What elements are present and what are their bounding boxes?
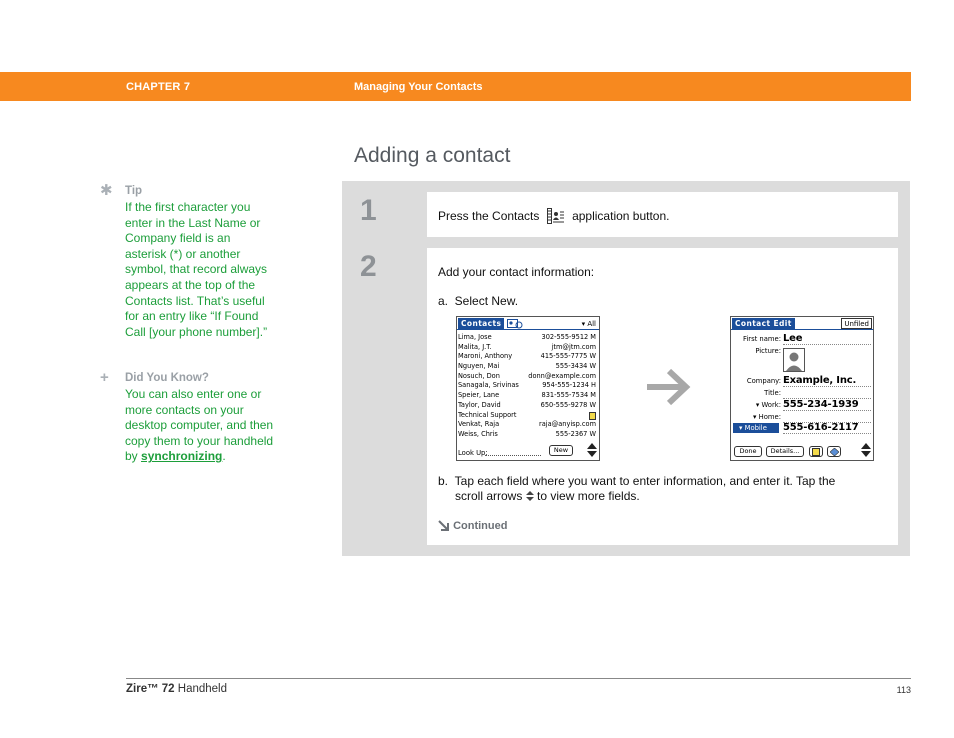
step-1-body [427, 192, 898, 237]
step-2b-line1: b. Tap each field where you want to enter information, and enter it. Tap the [438, 474, 836, 488]
step-number-cell [353, 192, 427, 237]
footer-product [126, 683, 227, 695]
plus-icon: + [100, 369, 109, 386]
synchronizing-link[interactable]: synchronizing [141, 449, 223, 464]
step-2b-line2 [438, 489, 888, 504]
step-2b-text [438, 474, 888, 504]
contact-row[interactable]: Nguyen, Mai 555-3434 W [458, 362, 596, 371]
continued-arrow-icon [438, 520, 450, 531]
contact-row[interactable]: Technical Support [458, 411, 596, 421]
contacts-card-icon [507, 319, 523, 329]
contacts-list [458, 333, 596, 440]
step-number-cell [353, 248, 427, 545]
contact-row[interactable]: Weiss, Chris 555-2367 W [458, 429, 596, 438]
contact-row[interactable]: Lima, Jose 302-555-9512 M [458, 333, 596, 341]
tip-body: If the first character you enter in the Last Name or Company field is an asterisk (*) or another symbol, that record always appears at the top of the Contacts list. That’s useful for an entry like “If Found Call [your phone number].” [125, 200, 268, 339]
palm-title-bar [457, 317, 599, 330]
unfiled-category[interactable]: Unfiled [841, 318, 872, 329]
work-value: 555-234-1939 [783, 399, 859, 410]
category-value: All [587, 320, 596, 328]
did-you-know-tail: . [222, 449, 226, 464]
contacts-screen-title: Contacts [458, 318, 504, 330]
mobile-value: 555-616-2117 [783, 422, 859, 433]
chapter-label: CHAPTER 7 [126, 81, 191, 93]
step-2-intro: Add your contact information: [438, 265, 595, 279]
company-row[interactable] [731, 375, 873, 387]
contact-row[interactable]: Sanagala, Srivinas 954-555-1234 H [458, 381, 596, 390]
contacts-app-icon [547, 208, 565, 224]
mobile-row[interactable] [731, 422, 873, 434]
footer-product-name: Zire™ 72 [126, 683, 175, 695]
title-row[interactable] [731, 387, 873, 399]
note-icon [812, 448, 820, 456]
note-button[interactable] [809, 446, 823, 457]
diamond-icon [830, 448, 839, 456]
contact-row[interactable]: Malita, J.T. jtm@jtm.com [458, 342, 596, 351]
picture-label: Picture: [755, 347, 781, 355]
contact-row[interactable]: Maroni, Anthony 415-555-7775 W [458, 352, 596, 361]
asterisk-icon: ✱ [100, 182, 113, 199]
contacts-list-screenshot [456, 316, 600, 461]
step-2-body [427, 248, 898, 545]
contact-edit-screenshot [730, 316, 874, 461]
step-number: 1 [360, 194, 377, 227]
step-2a-text: a. Select New. [438, 294, 519, 308]
work-row[interactable] [731, 399, 873, 411]
contact-edit-title: Contact Edit [732, 318, 795, 330]
scroll-arrows-icon[interactable] [587, 443, 597, 457]
continued-text: Continued [453, 520, 508, 532]
first-name-value: Lee [783, 333, 803, 344]
home-label: ▾ Home: [753, 413, 781, 421]
step-2b-after: to view more fields. [537, 489, 640, 503]
step-2 [353, 248, 898, 545]
step-1-text-before: Press the Contacts [438, 209, 540, 223]
step-2b-before: scroll arrows [455, 489, 523, 503]
footer-rule [126, 678, 911, 679]
step-1 [353, 192, 898, 237]
contact-row[interactable]: Nosuch, Don donn@example.com [458, 371, 596, 380]
continued-label [438, 520, 507, 532]
picture-placeholder-icon[interactable] [783, 348, 805, 372]
note-icon [589, 412, 596, 420]
lookup-field[interactable] [485, 455, 541, 456]
mobile-label[interactable]: ▾ Mobile [733, 423, 779, 433]
details-button[interactable]: Details... [766, 446, 804, 457]
title-label: Title: [764, 389, 781, 397]
step-1-text [438, 208, 669, 224]
scroll-arrows-icon [526, 491, 534, 501]
palm-title-bar [731, 317, 873, 330]
contact-row[interactable]: Taylor, David 650-555-9278 W [458, 400, 596, 409]
contact-row[interactable]: Speier, Lane 831-555-7534 M [458, 391, 596, 400]
right-arrow-icon [645, 368, 691, 406]
scroll-arrows-icon[interactable] [861, 443, 871, 457]
lookup-label: Look Up: [458, 449, 488, 457]
steps-panel [342, 181, 910, 556]
footer-product-suffix: Handheld [174, 683, 228, 695]
beam-button[interactable] [827, 446, 841, 457]
tip-title: Tip [125, 185, 143, 197]
did-you-know-title: Did You Know? [125, 372, 209, 384]
first-name-label: First name: [742, 335, 781, 343]
company-label: Company: [746, 377, 781, 385]
contact-row[interactable]: Venkat, Raja raja@anyisp.com [458, 420, 596, 429]
did-you-know-body [125, 387, 275, 465]
company-value: Example, Inc. [783, 375, 857, 386]
chapter-title: Managing Your Contacts [354, 81, 483, 93]
new-button[interactable]: New [549, 445, 573, 456]
did-you-know-text: You can also enter one or more contacts on your desktop computer, and then copy them to your handheld by [125, 387, 274, 464]
section-title: Adding a contact [354, 144, 511, 167]
work-label: ▾ Work: [755, 401, 781, 409]
done-button[interactable]: Done [734, 446, 762, 457]
page-number: 113 [896, 685, 911, 695]
step-number: 2 [360, 250, 377, 283]
chapter-header-bar [0, 72, 911, 101]
step-1-text-after: application button. [572, 209, 670, 223]
first-name-row[interactable] [731, 333, 873, 345]
category-selector: ▾ All [581, 320, 596, 328]
